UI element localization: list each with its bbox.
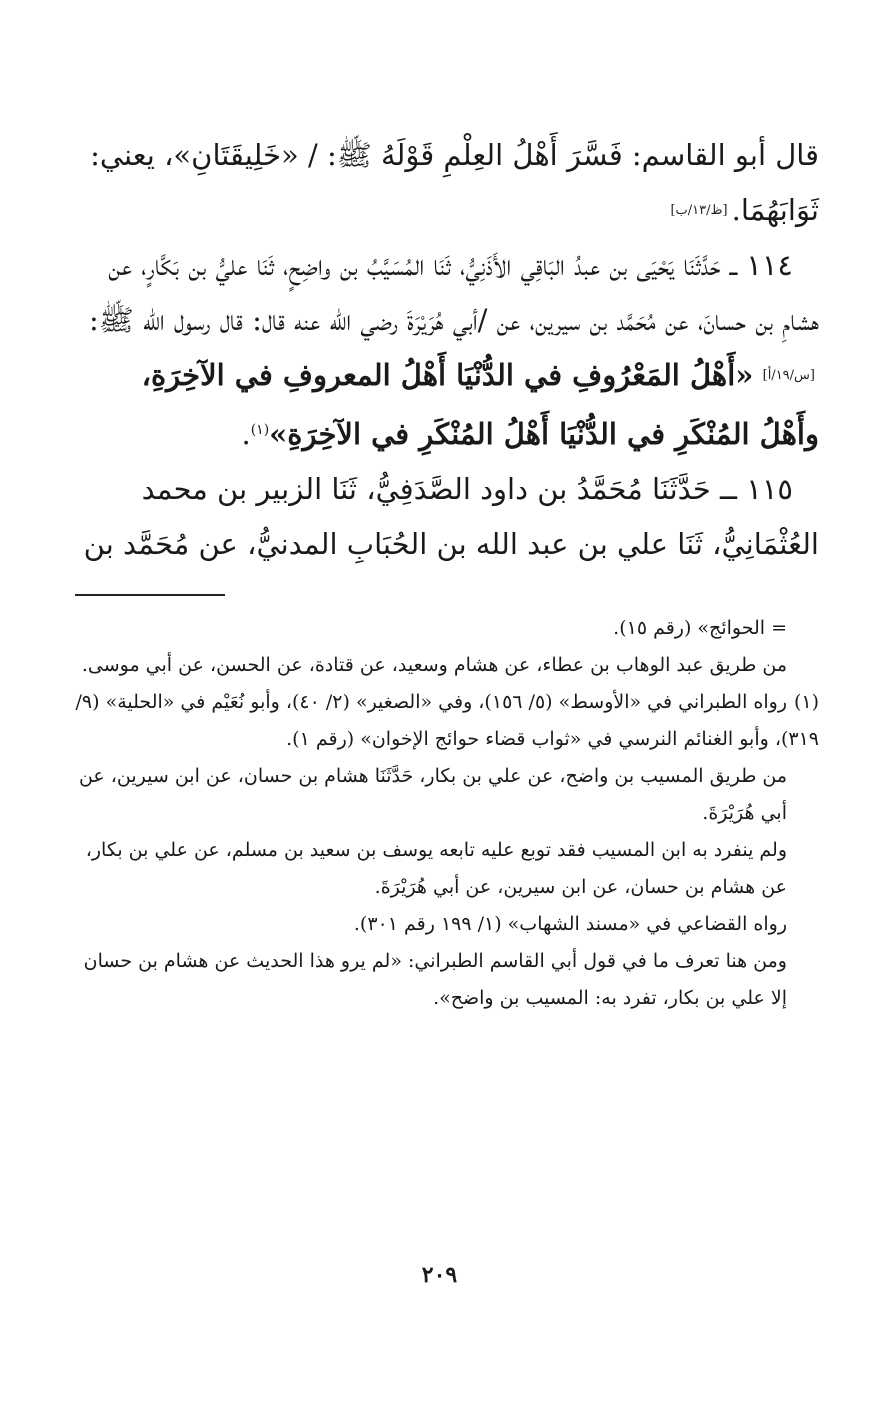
footnote-separator-wrap	[75, 572, 819, 610]
footnote-separator	[75, 594, 225, 596]
hadith-114-end: .	[241, 417, 251, 451]
footnote-1-paragraph: من طريق المسيب بن واضح، عن علي بن بكار، حَدَّثَنَا هشام بن حسان، عن ابن سيرين، عن أبي هُرَيْرَةَ.	[78, 765, 787, 824]
footnote-continuation: من طريق عبد الوهاب بن عطاء، عن هشام وسعيد، عن قتادة، عن الحسن، عن أبي موسى.	[81, 654, 787, 676]
hadith-114-isnad: ١١٤ ــ حَدَّثَنَا يَحْيَى بن عبدُ البَاقِي الأَذَنِيُّ، ثَنَا المُسَيَّبُ بن واضِحٍ، ثَنَا عليُّ بن بَكَّارٍ، عن هشامِ بن حسانَ، عن مُحَمَّد بن سيرين، عن /أبي هُرَيْرَةَ رضي الله عنه قال: قال رسول الله ﷺ:	[88, 248, 819, 337]
footnote-1-paragraph: ومن هنا تعرف ما في قول أبي القاسم الطبراني: «لم يرو هذا الحديث عن هشام بن حسان إلا علي بن بكار، تفرد به: المسيب بن واضح».	[83, 950, 787, 1009]
footnote-continuation: = الحوائج» (رقم ١٥).	[613, 617, 787, 639]
footnote-ref[interactable]: (١)	[250, 422, 270, 438]
hadith-114-matn: «أَهْلُ المَعْرُوفِ في الدُّنْيَا أَهْلُ المعروفِ في الآخِرَةِ، وأَهْلُ المُنْكَرِ في الدُّنْيَا أَهْلُ المُنْكَرِ في الآخِرَةِ»	[141, 358, 819, 451]
hadith-114	[75, 238, 819, 462]
footnote-1-paragraph: ولم ينفرد به ابن المسيب فقد توبع عليه تابعه يوسف بن سعيد بن مسلم، عن علي بن بكار، عن هشام بن حسان، عن ابن سيرين، عن أبي هُرَيْرَةَ.	[85, 839, 787, 898]
manuscript-marker: [ظ/١٣/ب]	[670, 203, 728, 218]
footnote-1-paragraph: رواه القضاعي في «مسند الشهاب» (١/ ١٩٩ رقم ٣٠١).	[353, 913, 787, 935]
interpretation-text: قال أبو القاسم: فَسَّرَ أَهْلُ العِلْمِ قَوْلَهُ ﷺ: / «خَلِيقَتَانِ»، يعني: ثَوَابَهُمَا.	[90, 138, 819, 227]
page-body	[75, 128, 819, 1017]
footnote-1-text: رواه الطبراني في «الأوسط» (٥/ ١٥٦)، وفي «الصغير» (٢/ ٤٠)، وأبو نُعَيْم في «الحلية» (٩/ ٣١٩)، وأبو الغنائم النرسي في «ثواب قضاء حوائج الإخوان» (رقم ١).	[75, 691, 819, 750]
footnotes	[75, 610, 819, 1017]
manuscript-marker: [س/١٩/أ]	[762, 368, 815, 383]
paragraph-interpretation	[75, 128, 819, 238]
footnote-1	[75, 684, 819, 758]
hadith-115-isnad: ١١٥ ــ حَدَّثَنَا مُحَمَّدُ بن داود الصَّدَفِيُّ، ثَنَا الزبير بن محمد العُثْمَانِيُّ، ثَنَا علي بن عبد الله بن الحُبَابِ المدنيُّ، عن مُحَمَّد بن	[83, 472, 819, 561]
page-number: ٢٠٩	[421, 1262, 458, 1288]
hadith-115	[75, 462, 819, 572]
main-text	[75, 128, 819, 572]
footnote-1-number: (١)	[793, 691, 819, 713]
